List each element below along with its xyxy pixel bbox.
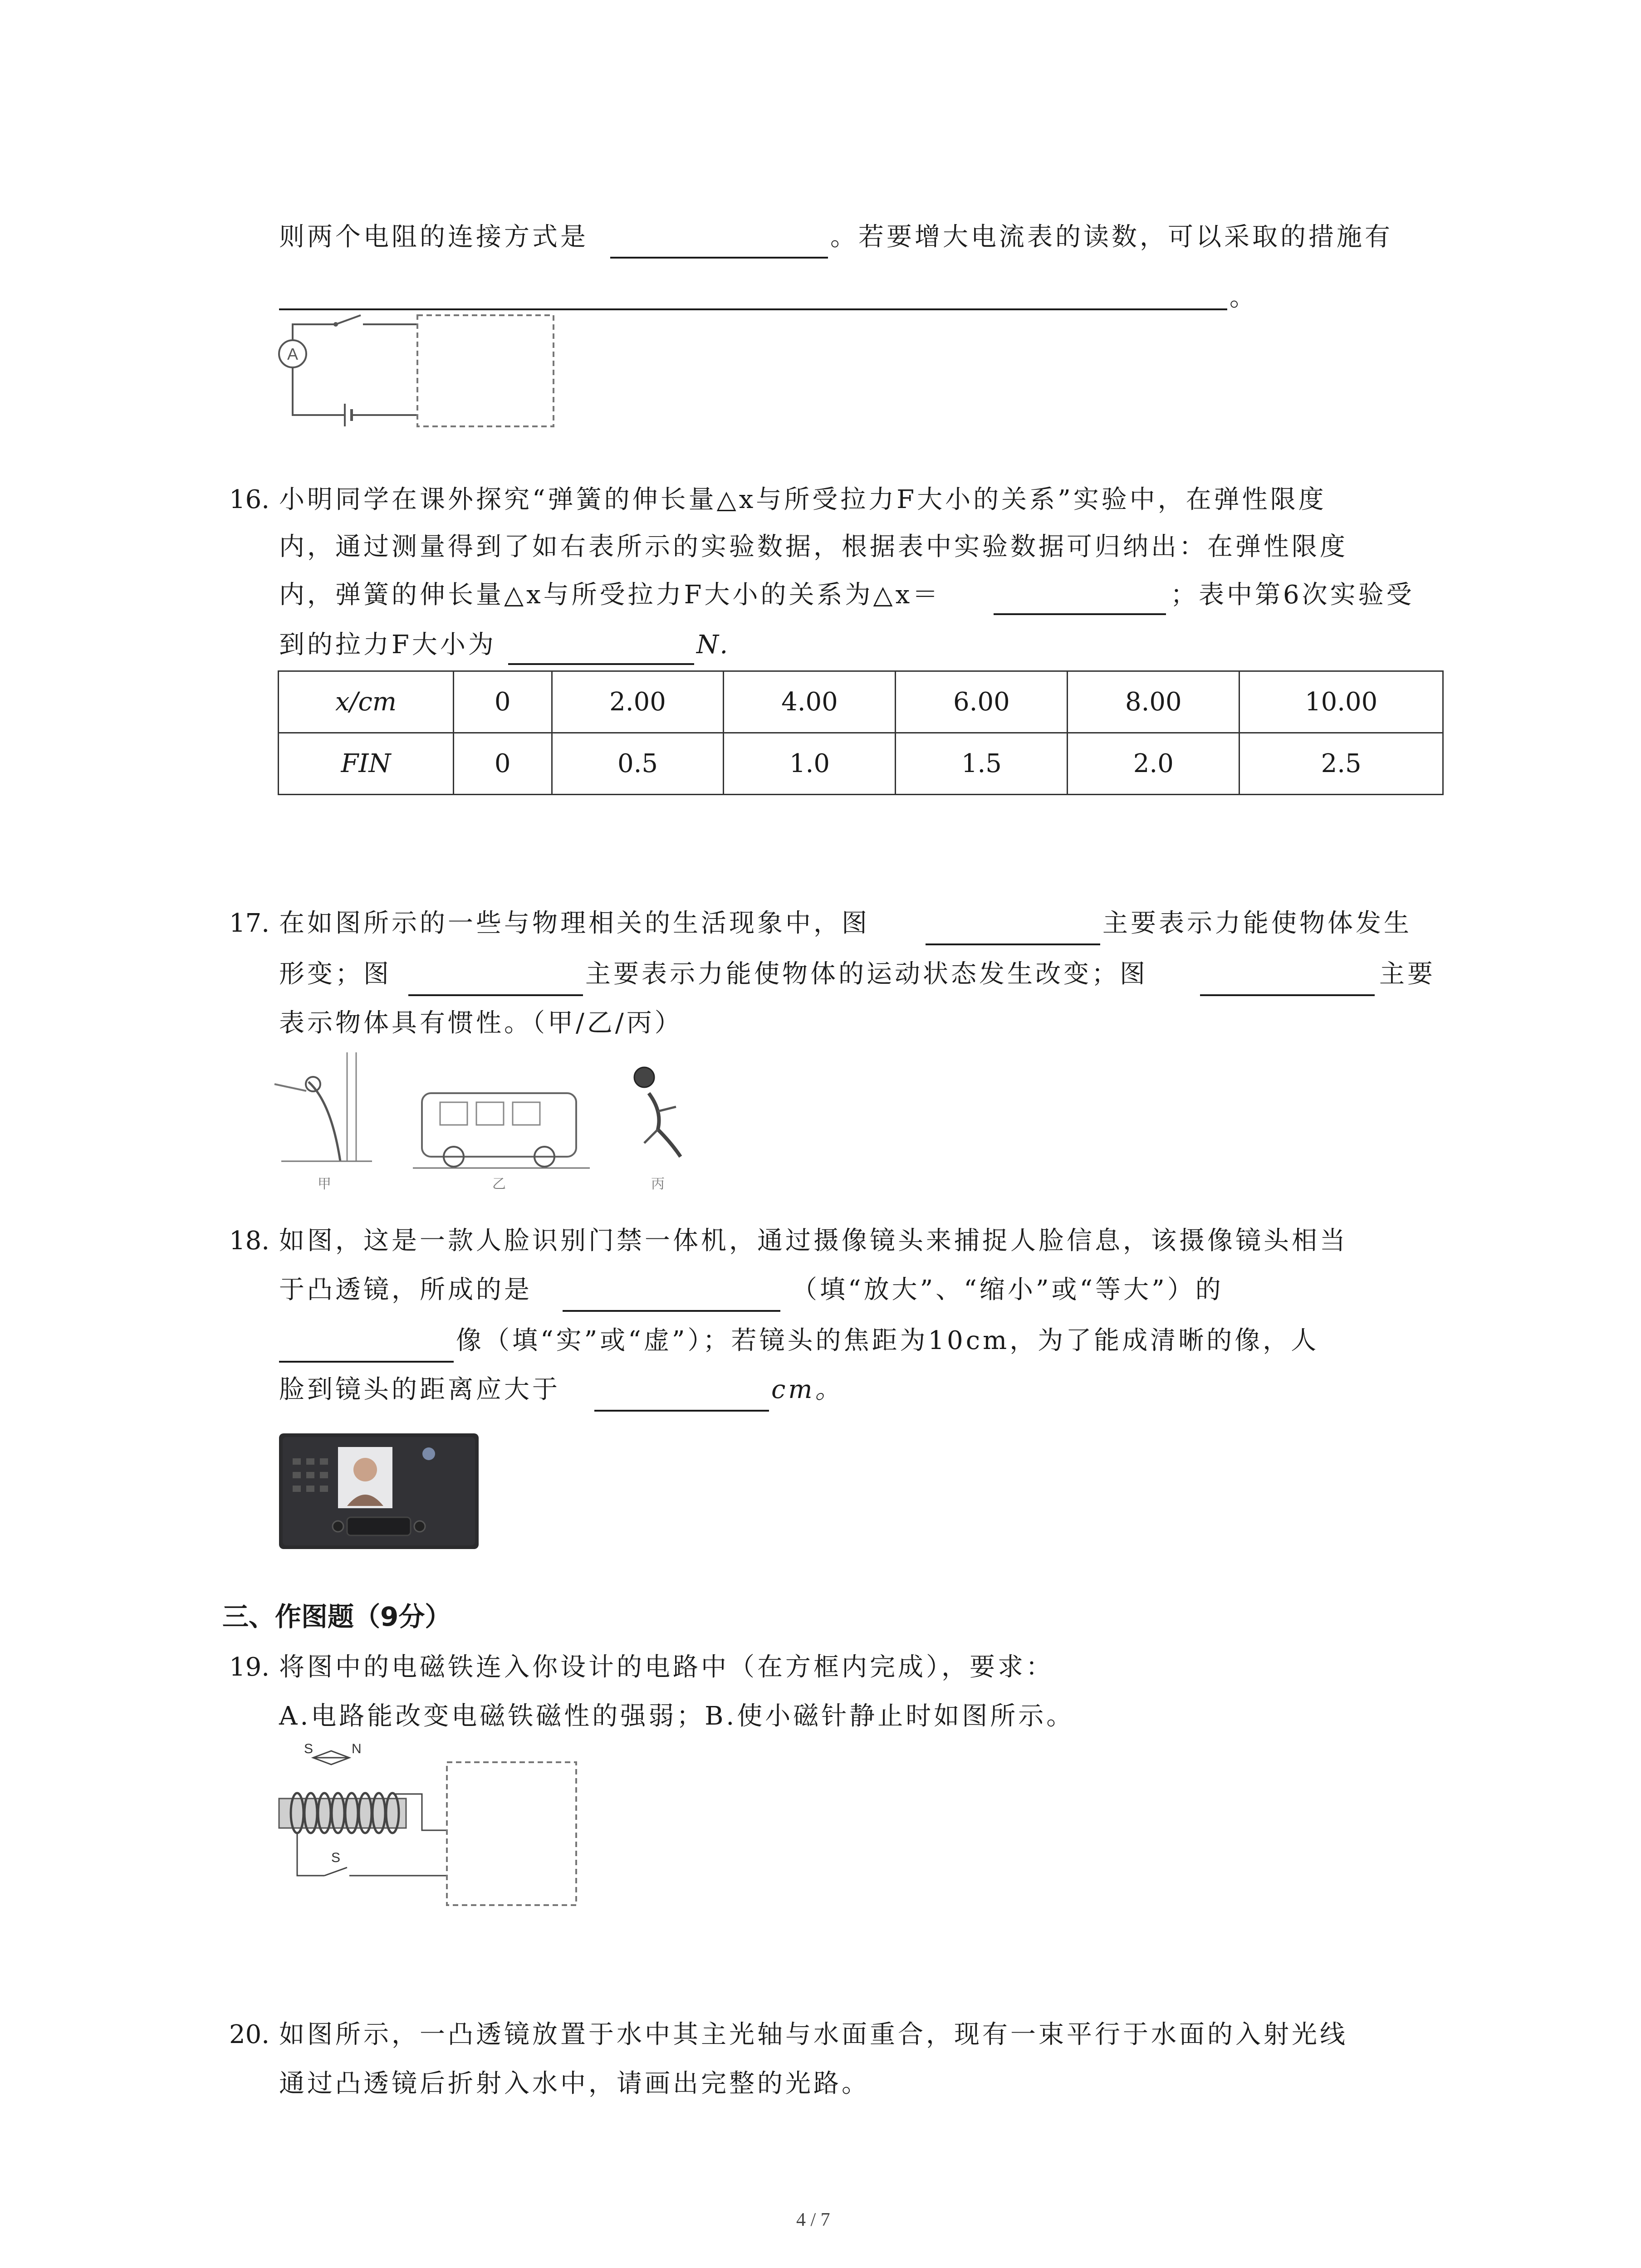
q15-blank-connection[interactable] <box>610 257 828 259</box>
q16-line4-b: N. <box>696 630 731 660</box>
q15-switch <box>336 315 361 324</box>
q17-line1-b: 主要表示力能使物体发生 <box>1102 909 1412 938</box>
q17-line2-a: 形变；图 <box>279 959 392 989</box>
table-cell: 1.5 <box>896 733 1068 795</box>
table-row-label: FIN <box>279 733 454 795</box>
q16-number: 16. <box>229 485 270 514</box>
q20-line2: 通过凸透镜后折射入水中，请画出完整的光路。 <box>279 2069 870 2098</box>
figure-bing-ball <box>634 1067 681 1157</box>
q18-line1: 如图，这是一款人脸识别门禁一体机，通过摄像镜头来捕捉人脸信息，该摄像镜头相当 <box>279 1226 1348 1256</box>
table-row <box>279 671 1443 733</box>
switch <box>324 1867 347 1876</box>
q20-line1: 如图所示，一凸透镜放置于水中其主光轴与水面重合，现有一束平行于水面的入射光线 <box>279 2020 1348 2049</box>
page-number: 4 / 7 <box>796 2209 830 2230</box>
q17-line2-b: 主要表示力能使物体的运动状态发生改变；图 <box>585 959 1148 989</box>
q18-line4-b: cm。 <box>771 1375 843 1404</box>
q18-blank-distance[interactable] <box>594 1410 769 1412</box>
table-cell: 1.0 <box>724 733 896 795</box>
q17-blank-motion[interactable] <box>408 994 583 996</box>
q20-number: 20. <box>229 2020 270 2049</box>
q16-blank-force[interactable] <box>508 663 694 665</box>
q16-line3-a: 内，弹簧的伸长量△x与所受拉力F大小的关系为△x＝ <box>279 580 941 610</box>
svg-text:乙: 乙 <box>492 1176 506 1192</box>
table-cell: 0.5 <box>552 733 724 795</box>
q16-data-table <box>278 670 1444 795</box>
compass-needle-icon <box>304 1741 362 1765</box>
q17-line2-c: 主要 <box>1379 959 1435 989</box>
q18-line4-a: 脸到镜头的距离应大于 <box>279 1375 560 1404</box>
q19-line2: A.电路能改变电磁铁磁性的强弱；B.使小磁针静止时如图所示。 <box>279 1701 1075 1731</box>
q16-line4-a: 到的拉力F大小为 <box>279 630 496 660</box>
q18-line2-b: （填“放大”、“缩小”或“等大”）的 <box>792 1275 1224 1305</box>
q16-line2: 内，通过测量得到了如右表所示的实验数据，根据表中实验数据可归纳出：在弹性限度 <box>279 532 1348 562</box>
q17-figures <box>272 1039 749 1193</box>
face-recognition-device-image <box>279 1433 479 1549</box>
table-cell: 2.00 <box>552 671 724 733</box>
table-cell: 0 <box>453 733 552 795</box>
q19-electromagnet-diagram <box>272 1740 585 1912</box>
q18-blank-size[interactable] <box>563 1310 780 1312</box>
table-row-label: x/cm <box>279 671 454 733</box>
q17-line1-a: 在如图所示的一些与物理相关的生活现象中，图 <box>279 909 870 938</box>
table-cell: 0 <box>453 671 552 733</box>
q17-blank-deform[interactable] <box>926 943 1100 945</box>
q17-line3: 表示物体具有惯性。（甲/乙/丙） <box>279 1008 683 1038</box>
q15-blank-measure[interactable] <box>279 308 1227 310</box>
table-cell: 2.5 <box>1239 733 1443 795</box>
q17-number: 17. <box>229 909 270 938</box>
table-row <box>279 733 1443 795</box>
q18-line2-a: 于凸透镜，所成的是 <box>279 1275 532 1305</box>
table-cell: 2.0 <box>1068 733 1239 795</box>
svg-text:S: S <box>331 1850 341 1865</box>
table-cell: 6.00 <box>896 671 1068 733</box>
q18-number: 18. <box>229 1226 270 1256</box>
svg-text:A: A <box>287 345 299 363</box>
q19-number: 19. <box>229 1652 270 1682</box>
svg-text:S: S <box>304 1741 314 1756</box>
figure-yi-bus <box>413 1093 590 1168</box>
table-cell: 4.00 <box>724 671 896 733</box>
q16-line3-b: ；表中第6次实验受 <box>1171 580 1415 610</box>
q16-line1: 小明同学在课外探究“弹簧的伸长量△x与所受拉力F大小的关系”实验中，在弹性限度 <box>279 485 1327 514</box>
figure-jia-bent-pole <box>274 1052 372 1161</box>
svg-text:丙: 丙 <box>651 1176 665 1192</box>
section3-title: 三、作图题（9分） <box>222 1601 451 1632</box>
q15-line2-end: 。 <box>1230 283 1258 312</box>
q15-circuit-diagram <box>268 313 563 435</box>
q15-line1-b: 。若要增大电流表的读数，可以采取的措施有 <box>830 222 1393 252</box>
q16-blank-relation[interactable] <box>994 613 1166 615</box>
q17-blank-inertia[interactable] <box>1200 994 1375 996</box>
table-cell: 10.00 <box>1239 671 1443 733</box>
q19-line1: 将图中的电磁铁连入你设计的电路中（在方框内完成），要求： <box>279 1652 1054 1682</box>
svg-text:甲: 甲 <box>318 1176 331 1192</box>
svg-text:N: N <box>352 1741 362 1756</box>
q15-line1-a: 则两个电阻的连接方式是 <box>279 222 588 252</box>
table-cell: 8.00 <box>1068 671 1239 733</box>
q15-dashed-box <box>417 315 554 426</box>
q18-line3-a: 像（填“实”或“虚”）；若镜头的焦距为10cm，为了能成清晰的像，人 <box>456 1326 1319 1355</box>
q19-dashed-box <box>447 1762 576 1905</box>
q18-blank-type[interactable] <box>279 1361 454 1363</box>
